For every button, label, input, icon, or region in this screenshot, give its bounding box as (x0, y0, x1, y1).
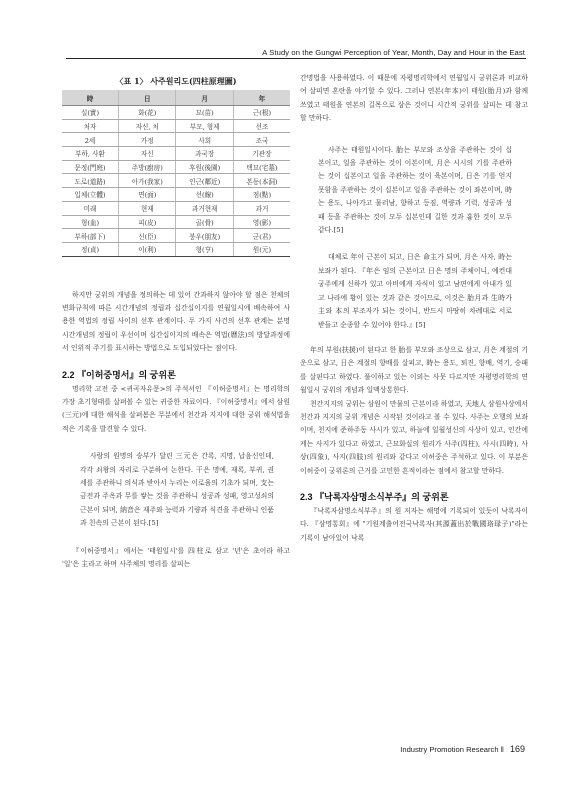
paragraph: 『낙록자삼명소식부주』의 원 저자는 해명에 기록되어 있듯이 낙록자이다. 『삼명통회』에 "기원계출어전국낙록자(其源蓋出於戰國珞琭子)"라는 기록이 남아있어 낙록 (300, 506, 528, 542)
section-title: 2.2 『이허중명서』의 궁위론 (62, 369, 176, 380)
table-row (62, 147, 290, 161)
table-cell: 문정(門庭) (62, 160, 119, 174)
table-cell: 과거현재 (176, 201, 233, 215)
table-row (62, 133, 290, 147)
table-cell: 이(利) (119, 242, 176, 256)
table-row (62, 201, 290, 215)
table-cell: 기관장 (233, 147, 290, 161)
table-cell: 형(血) (62, 215, 119, 229)
table-cell: 근(根) (233, 106, 290, 120)
header-cell: 日 (119, 90, 176, 106)
table-cell: 아가(我家) (119, 174, 176, 188)
table-cell: 인근(鄰近) (176, 174, 233, 188)
table-cell: 피(皮) (119, 215, 176, 229)
table-cell: 영(影) (233, 215, 290, 229)
table-cell: 묘(苗) (176, 106, 233, 120)
table-cell: 조국 (233, 133, 290, 147)
table-cell: 정(貞) (62, 242, 119, 256)
table-row (62, 106, 290, 120)
table-cell: 미래 (62, 201, 119, 215)
table-cell: 처자 (62, 119, 119, 133)
header-cell: 月 (176, 90, 233, 106)
table-cell: 선(線) (176, 188, 233, 202)
four-pillars-table (62, 90, 290, 257)
paragraph: 年의 부원(扶援)이 된다고 한 胎를 부모와 조상으로 삼고, 月은 계절의 기운으로 삼고, 日은 계절의 향배를 살피고, 時는 용도, 퇴진, 향배, 역기, 승패를 살핀다고 하였다. 풀이하고 있는 이외는 사뭇 다르지만 자평명리학의 연월일시 궁위의 개념과 일맥상통한다. (300, 345, 528, 395)
table-caption: 〈표 1〉 사주원리도(四柱原理圖) (115, 76, 237, 86)
page-footer (400, 744, 525, 754)
header-cell: 時 (62, 90, 119, 106)
table-cell: 자신, 처 (119, 119, 176, 133)
section-title: 2.3 『낙록자삼명소식부주』의 궁위론 (300, 491, 449, 502)
table-row (62, 229, 290, 243)
table-cell: 붕우(朋友) (176, 229, 233, 243)
table-row (62, 119, 290, 133)
table-cell: 2세 (62, 133, 119, 147)
table-cell: 군(君) (233, 229, 290, 243)
table-cell: 신(臣) (119, 229, 176, 243)
table-cell: 골(骨) (176, 215, 233, 229)
table-cell: 과거 (233, 201, 290, 215)
table-cell: 점(點) (233, 188, 290, 202)
paragraph: 하지만 궁위의 개념을 정의하는 데 있어 간과하지 않아야 할 점은 천체의 변화규칙에 따른 시간개념의 정립과 십간십이지를 연월일시에 배속하여 사용한 역법의 정립 사이의 선후 관계이다. 두 가지 사건의 선후 관계는 분명 시간개념의 정립이 우선이며 십간십이지의 배속은 역법(曆法)의 방달과정에서 인위적 주기를 표시하는 방법으로 도입되었다는 점이다. (62, 290, 290, 353)
block-quote: 대체로 年이 근본이 되고, 日은 命主가 되며, 月은 사자, 時는 보좌가 된다. 『年은 임의 근본이고 日은 명의 주체이니, 예컨대 궁주에게 신하가 있고 아비에게 자식이 있고 남편에게 아내가 있고 나라에 황이 있는 것과 같은 것이므로, 이것은 胎月과 生時가 主와 本의 부조자가 되는 것이니, 반드시 마땅히 차례대로 서로 받들고 순종할 수 있어야 한다.』[5] (318, 253, 512, 329)
paragraph: 천간지지의 궁위는 삼원이 만물의 근본이라 하였고, 天地人 삼원사상에서 천간과 지지의 궁위 개념은 시작된 것이라고 볼 수 있다. 사주는 오행의 보좌이며, 천지에 준하주동 사시가 있고, 하늘에 일월성신의 사상이 있고, 인간에게는 사지가 있다고 하였고, 근묘화실의 원리가 사주(四柱), 사시(四時), 사상(四象), 사지(四肢)의 원리와 같다고 이허중은 주석하고 있다. 이 부분은 이허중이 궁위론의 근거를 고민한 흔적이라는 점에서 참고할 만하다. (300, 399, 528, 475)
table-cell: 화(花) (119, 106, 176, 120)
table-cell: 본동(本洞) (233, 174, 290, 188)
table-cell: 부하(部下) (62, 229, 119, 243)
table-cell: 자신 (119, 147, 176, 161)
table-cell: 과국장 (176, 147, 233, 161)
table-cell: 선조 (233, 119, 290, 133)
block-quote: 사람의 원명의 승부가 달린 三元은 간록, 지명, 납음신인데, 각각 쇠왕의 자리로 구분하여 논한다. 干은 명예, 재록, 부귀, 권세를 주관하니 의식과 받아서 누리는 이로움의 기초가 되며, 支는 금전과 주옥과 무를 쌓는 것을 주관하니 성공과 성패, 영고성쇠의 근본이 되며, 納音은 재주와 능력과 기량과 식견을 주관하니 인품과 친속의 근본이 된다.[5] (80, 452, 274, 528)
separator: ‖ (500, 745, 504, 754)
table-cell: 가정 (119, 133, 176, 147)
right-column (300, 72, 528, 545)
table-cell: 택묘(宅墓) (233, 160, 290, 174)
header-cell: 年 (233, 90, 290, 106)
table-cell: 입체(立體) (62, 188, 119, 202)
journal-name: Industry Promotion Research (400, 745, 499, 754)
table-cell: 부하, 사환 (62, 147, 119, 161)
table-row (62, 174, 290, 188)
paragraph: 『이허중명서』에서는 '태원일시'를 四柱로 삼고 '년'은 초이라 하고 '일'은 主라고 하며 사주체의 명리를 살피는 (62, 546, 290, 569)
table-header-row (62, 90, 290, 106)
table-cell: 면(面) (119, 188, 176, 202)
table-cell: 후원(後園) (176, 160, 233, 174)
block-quote: 사주는 태원일시이다. 胎는 부모와 조상을 주관하는 것이 십본이고, 일을 주관하는 것이 이본이며, 月은 시시의 기를 주관하는 것이 십본이고 일을 주관하는 것이 육본이며, 日은 기를 얻지 못함을 주관하는 것이 십본이고 일을 주관하는 것이 좌본이며, 時는 용도, 나아가고 물러남, 향하고 등짐, 역량과 기력, 성공과 성패 등을 주관하는 것이 모두 십본인데 길한 것과 흉한 것이 모두 같다.[5] (318, 145, 512, 235)
table-row (62, 188, 290, 202)
table-cell: 형(亨) (176, 242, 233, 256)
table-cell: 실(實) (62, 106, 119, 120)
paragraph: 명리학 고전 중 <귀곡자유문>의 주석서인 『이허중명서』는 명리학의 가장 초기형태를 살펴볼 수 있는 귀중한 자료이다. 『이허중명서』에서 삼원(三元)에 대한 해석을 살펴봄은 무분에서 천간과 지지에 대한 궁위 해석법을 적은 기록을 발견할 수 있다. (62, 384, 290, 433)
table-cell: 주방(廚房) (119, 160, 176, 174)
paragraph: 간명법을 사용하였다. 이 때문에 자평명리학에서 연월일시 궁위론과 비교하여 살피면 혼란을 야기할 수 있다. 그러나 연본(年本)이 태원(胎月)과 함께 쓰였고 태원을 연본의 길목으로 삼은 것이니 시간적 궁위를 살피는 데 참고할 만하다. (300, 74, 528, 123)
table-cell: 사회 (176, 133, 233, 147)
table-row (62, 160, 290, 174)
table-cell: 부모, 형제 (176, 119, 233, 133)
running-header-title: A Study on the Gungwi Perception of Year, Month, Day and Hour in the East (262, 48, 525, 57)
table-row (62, 215, 290, 229)
table-cell: 현재 (119, 201, 176, 215)
table-row (62, 242, 290, 256)
header-rule (66, 58, 526, 59)
table-cell: 도로(道路) (62, 174, 119, 188)
left-column (62, 72, 290, 571)
table-cell: 원(元) (233, 242, 290, 256)
page-number: 169 (509, 744, 525, 754)
